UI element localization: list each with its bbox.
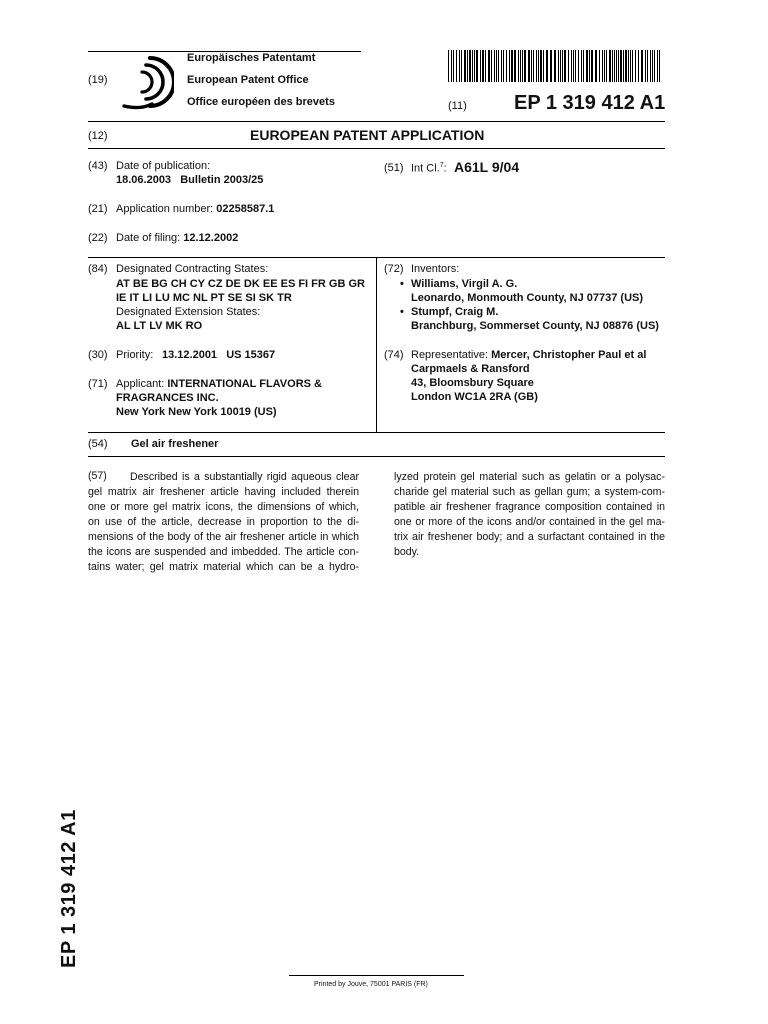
inventor-1-name: Williams, Virgil A. G.: [411, 278, 518, 290]
abstract-line: gel matrix air freshener article having included therein: [88, 486, 359, 498]
abstract-line: one or more gel matrix icons, the dimensions of which,: [88, 501, 359, 513]
header-bottom-rule: [88, 121, 665, 122]
abstract-left-column: [88, 470, 359, 575]
code-72: (72): [384, 263, 404, 275]
code-84: (84): [88, 263, 108, 275]
applicant-name-line2: FRAGRANCES INC.: [116, 392, 219, 404]
abstract-line: lyzed protein gel material such as gelatin or a polysac-: [394, 471, 665, 483]
code-30: (30): [88, 349, 108, 361]
footer-rule: [289, 975, 464, 976]
application-number-label: Application number:: [116, 203, 214, 215]
side-publication-number: EP 1 319 412 A1: [58, 809, 80, 968]
inventor-2-address: Branchburg, Sommerset County, NJ 08876 (US): [411, 320, 659, 332]
priority-label: Priority:: [116, 349, 154, 361]
inventor-2-name: Stumpf, Craig M.: [411, 306, 499, 318]
designated-states-line1: AT BE BG CH CY CZ DE DK EE ES FI FR GB GR: [116, 278, 365, 290]
abstract-line: charide gel material such as gellan gum; a system-com-: [394, 486, 665, 498]
code-43: (43): [88, 160, 108, 172]
code-19: (19): [88, 74, 108, 86]
code-21: (21): [88, 203, 108, 215]
abstract-line: tains water; gel matrix material which can be a hydro-: [88, 561, 359, 573]
invention-title: Gel air freshener: [131, 438, 219, 450]
applicant: [116, 378, 322, 390]
applicant-label: Applicant:: [116, 378, 165, 390]
inventors-label: Inventors:: [411, 263, 460, 275]
int-cl-label: [411, 162, 447, 175]
code-12: (12): [88, 130, 108, 142]
priority-value: 13.12.2001 US 15367: [162, 349, 276, 361]
representative-name: Mercer, Christopher Paul et al: [491, 349, 647, 361]
abstract-line: patible air freshener fragrance composition contained in: [394, 501, 665, 513]
column-divider: [376, 257, 377, 433]
office-name-de: Europäisches Patentamt: [187, 52, 316, 64]
representative: [411, 349, 646, 361]
code-22: (22): [88, 232, 108, 244]
representative-city: London WC1A 2RA (GB): [411, 391, 538, 403]
abstract-line: the icons are suspended and imbedded. The article con-: [88, 546, 359, 558]
title-rule: [88, 456, 665, 457]
int-cl-label-text: Int Cl.: [411, 162, 440, 175]
abstract-line: mensions of the body of the air freshener article in which: [88, 531, 359, 543]
code-74: (74): [384, 349, 404, 361]
epo-logo-icon: [122, 52, 174, 112]
filing-date: [116, 232, 238, 244]
extension-states-value: AL LT LV MK RO: [116, 320, 203, 332]
doc-type-rule: [88, 148, 665, 149]
office-name-fr: Office européen des brevets: [187, 96, 335, 108]
int-cl-colon: :: [443, 162, 447, 175]
code-57: (57): [88, 470, 107, 482]
filing-date-value: 12.12.2002: [183, 232, 239, 244]
abstract-line: trix air freshener body; and a surfactant contained in the: [394, 531, 665, 543]
code-51: (51): [384, 162, 404, 174]
abstract-line: Described is a substantially rigid aqueous clear: [130, 471, 359, 483]
application-number-value: 02258587.1: [216, 203, 275, 215]
office-name-en: European Patent Office: [187, 74, 309, 86]
designated-states-label: Designated Contracting States:: [116, 263, 269, 275]
abstract-line: body.: [394, 546, 420, 558]
code-11: (11): [448, 100, 467, 112]
barcode: [448, 50, 664, 82]
int-cl-value: A61L 9/04: [454, 159, 520, 175]
representative-firm: Carpmaels & Ransford: [411, 363, 530, 375]
publication-date-label: Date of publication:: [116, 160, 211, 172]
inventor-bullet: •: [400, 278, 404, 290]
designated-states-line2: IE IT LI LU MC NL PT SE SI SK TR: [116, 292, 292, 304]
code-54: (54): [88, 438, 108, 450]
int-cl-superscript: 7: [439, 162, 444, 169]
representative-street: 43, Bloomsbury Square: [411, 377, 534, 389]
inventor-1-address: Leonardo, Monmouth County, NJ 07737 (US): [411, 292, 644, 304]
document-type-title: EUROPEAN PATENT APPLICATION: [250, 127, 485, 143]
bib-bottom-rule: [88, 432, 665, 433]
abstract-right-column: [394, 470, 665, 560]
representative-label: Representative:: [411, 349, 489, 361]
inventor-bullet: •: [400, 306, 404, 318]
extension-states-label: Designated Extension States:: [116, 306, 261, 318]
code-71: (71): [88, 378, 108, 390]
abstract-line: one or more of the icons and/or contained in the gel ma-: [394, 516, 665, 528]
applicant-name: INTERNATIONAL FLAVORS &: [167, 378, 322, 390]
abstract-line: on use of the article, decrease in proportion to the di-: [88, 516, 359, 528]
applicant-address: New York New York 10019 (US): [116, 406, 277, 418]
publication-number: EP 1 319 412 A1: [514, 92, 666, 114]
filing-date-label: Date of filing:: [116, 232, 181, 244]
printer-note: Printed by Jouve, 75001 PARIS (FR): [314, 981, 428, 988]
application-number: [116, 203, 274, 215]
publication-date-value: 18.06.2003 Bulletin 2003/25: [116, 174, 264, 186]
